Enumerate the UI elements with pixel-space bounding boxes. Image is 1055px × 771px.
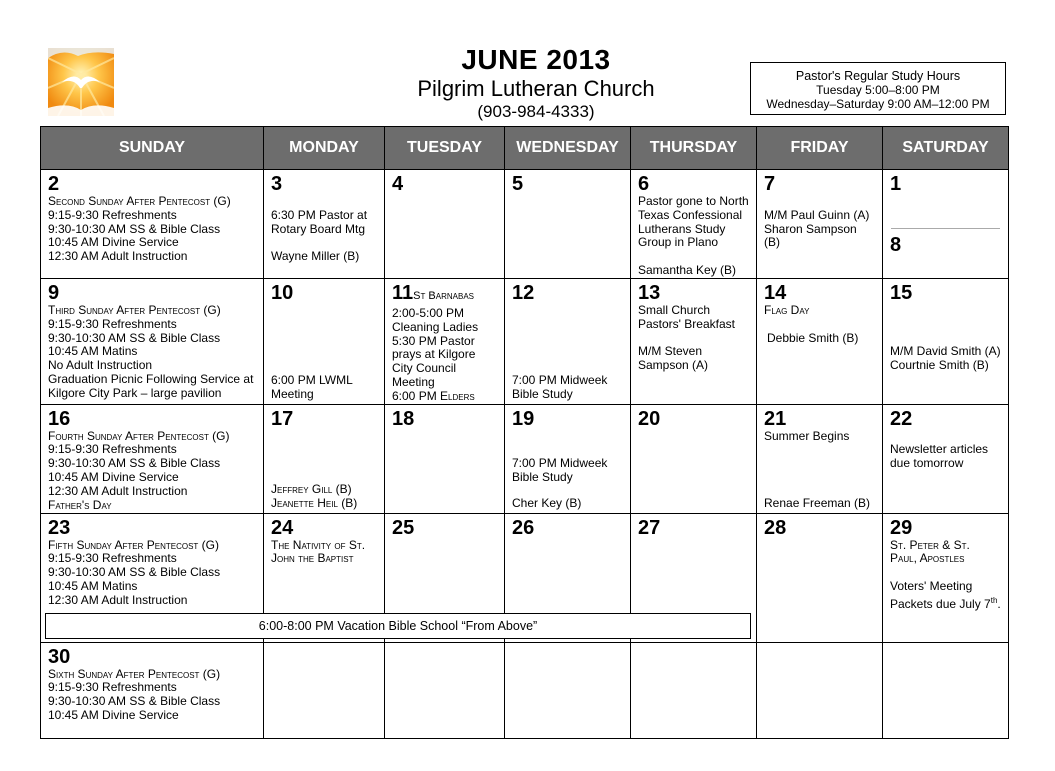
- week-row: [41, 642, 1009, 738]
- liturgical-title: Fifth Sunday After Pentecost (G): [48, 537, 219, 552]
- day-number: 25: [392, 516, 415, 539]
- liturgical-title: Sixth Sunday After Pentecost (G): [48, 666, 221, 681]
- feast-label: The Nativity of St. John the Baptist: [271, 537, 366, 566]
- day-events: M/M Paul Guinn (A) Sharon Sampson (B): [764, 207, 870, 250]
- liturgical-title: Second Sunday After Pentecost (G): [48, 194, 231, 208]
- day-number: 30: [48, 645, 71, 668]
- day-events: 6:00 PM LWML Meeting: [271, 372, 353, 401]
- day-number: 3: [271, 173, 283, 195]
- day-events: Jeffrey Gill (B): [271, 481, 352, 496]
- ordinal-suffix: th: [990, 595, 998, 605]
- day-number: 29: [890, 516, 913, 539]
- day-number-text: 11: [392, 282, 414, 304]
- day-events: Samantha Key (B): [638, 262, 737, 277]
- weekday-header: TUESDAY: [385, 127, 505, 170]
- day-cell[interactable]: [631, 170, 757, 279]
- day-events: 9:15-9:30 Refreshments 9:30-10:30 AM SS & Bible Class 10:45 AM Matins No Adult Instruction Graduation Picnic Following Service at Kilgore City Park – large pavilion: [48, 316, 254, 400]
- day-number: 23: [48, 516, 71, 539]
- feast-label: St. Peter & St. Paul, Apostles: [890, 537, 970, 566]
- day-cell[interactable]: [264, 170, 385, 279]
- calendar-grid: [40, 126, 1009, 739]
- day-cell[interactable]: [385, 642, 505, 738]
- day-events: 2:00-5:00 PM Cleaning Ladies 5:30 PM Pastor prays at Kilgore City Council Meeting: [392, 306, 479, 389]
- weekday-header-row: [41, 127, 1009, 170]
- day-cell[interactable]: [757, 404, 883, 513]
- day-number: 18: [392, 407, 415, 430]
- feast-label: St Barnabas: [413, 290, 475, 302]
- day-cell[interactable]: [757, 279, 883, 405]
- day-cell[interactable]: [757, 170, 883, 279]
- day-number: 9: [48, 282, 60, 304]
- day-number: 20: [638, 407, 661, 430]
- study-hours-line1: Tuesday 5:00–8:00 PM: [816, 83, 940, 97]
- day-number: 24: [271, 516, 294, 539]
- voters-meeting-text: Voters' Meeting Packets due July 7: [890, 578, 991, 611]
- day-events: Debbie Smith (B): [767, 330, 859, 345]
- calendar-header: [336, 44, 736, 122]
- day-cell[interactable]: [757, 513, 883, 642]
- day-events: 7:00 PM Midweek Bible Study: [512, 372, 608, 401]
- day-number: 12: [512, 282, 535, 304]
- day-cell[interactable]: [385, 279, 505, 405]
- liturgical-title: Fourth Sunday After Pentecost (G): [48, 428, 230, 443]
- day-events: Jeanette Heil (B): [271, 495, 358, 510]
- week-row: [41, 404, 1009, 513]
- study-hours-line2: Wednesday–Saturday 9:00 AM–12:00 PM: [766, 97, 990, 111]
- weekday-header: THURSDAY: [631, 127, 757, 170]
- day-cell[interactable]: [264, 404, 385, 513]
- day-cell[interactable]: [757, 642, 883, 738]
- day-number: 5: [512, 173, 524, 195]
- day-cell[interactable]: [41, 170, 264, 279]
- day-number: 8: [890, 234, 902, 256]
- day-cell[interactable]: [883, 642, 1009, 738]
- day-events: 9:15-9:30 Refreshments 9:30-10:30 AM SS & Bible Class 10:45 AM Divine Service 12:30 AM Adult Instruction: [48, 207, 221, 264]
- day-events: 6:30 PM Pastor at Rotary Board Mtg: [271, 207, 368, 236]
- observance-title: Flag Day: [764, 303, 810, 317]
- study-hours-title: Pastor's Regular Study Hours: [795, 69, 961, 83]
- day-events: [883, 580, 1008, 612]
- day-cell[interactable]: [505, 404, 631, 513]
- day-number: 16: [48, 407, 71, 430]
- day-events: 6:00 PM Elders: [392, 388, 475, 403]
- day-events: M/M David Smith (A) Courtnie Smith (B): [890, 344, 1001, 373]
- day-number: 2: [48, 173, 60, 195]
- day-cell[interactable]: [385, 170, 505, 279]
- day-number: 26: [512, 516, 535, 539]
- day-number: 14: [764, 282, 787, 304]
- day-cell[interactable]: [385, 404, 505, 513]
- day-events: 9:15-9:30 Refreshments 9:30-10:30 AM SS & Bible Class 10:45 AM Matins 12:30 AM Adult Instruction: [48, 551, 221, 607]
- day-events: Pastor gone to North Texas Confessional Lutherans Study Group in Plano: [638, 194, 749, 250]
- day-number: 1: [890, 173, 902, 195]
- study-hours-box: [750, 62, 1006, 115]
- day-number: 15: [890, 282, 913, 304]
- week-row: [41, 170, 1009, 279]
- day-cell[interactable]: [631, 404, 757, 513]
- weekday-header: FRIDAY: [757, 127, 883, 170]
- day-events: Newsletter articles due tomorrow: [890, 442, 989, 471]
- day-number: 19: [512, 407, 535, 430]
- day-number: 7: [764, 173, 776, 195]
- day-events: 7:00 PM Midweek Bible Study: [512, 456, 608, 484]
- day-number: 21: [764, 407, 787, 430]
- day-number: 10: [271, 282, 294, 304]
- day-cell[interactable]: [505, 642, 631, 738]
- weekday-header: MONDAY: [264, 127, 385, 170]
- punctuation: .: [997, 596, 1001, 611]
- weekday-header: WEDNESDAY: [505, 127, 631, 170]
- day-cell[interactable]: [505, 279, 631, 405]
- day-cell[interactable]: [883, 513, 1009, 642]
- day-events: Renae Freeman (B): [764, 495, 871, 510]
- day-number: 6: [638, 173, 650, 195]
- day-number: 28: [764, 516, 787, 539]
- day-events: 9:15-9:30 Refreshments 9:30-10:30 AM SS & Bible Class 10:45 AM Divine Service 12:30 AM Adult Instruction: [48, 442, 221, 498]
- church-logo: [48, 48, 114, 116]
- day-cell[interactable]: [631, 279, 757, 405]
- day-events: M/M Steven Sampson (A): [638, 344, 709, 373]
- church-name: Pilgrim Lutheran Church: [417, 76, 655, 101]
- day-events: Summer Begins: [764, 428, 850, 443]
- day-events: Small Church Pastors' Breakfast: [638, 303, 735, 331]
- day-number: 4: [392, 173, 404, 195]
- day-number: 27: [638, 516, 661, 539]
- day-number: 17: [271, 407, 294, 430]
- day-cell[interactable]: [41, 279, 264, 405]
- day-number: [385, 279, 504, 307]
- observance-title: Father's Day: [48, 497, 112, 512]
- day-number: 13: [638, 282, 661, 304]
- day-cell[interactable]: [41, 404, 264, 513]
- day-cell[interactable]: [883, 404, 1009, 513]
- day-number: 22: [890, 407, 913, 430]
- day-cell[interactable]: [41, 642, 264, 738]
- day-cell[interactable]: [264, 642, 385, 738]
- weekday-header: SATURDAY: [883, 127, 1009, 170]
- vacation-bible-school-banner[interactable]: 6:00-8:00 PM Vacation Bible School “From Above”: [45, 613, 751, 639]
- day-events: 9:15-9:30 Refreshments 9:30-10:30 AM SS & Bible Class 10:45 AM Divine Service: [48, 680, 221, 722]
- day-events: Wayne Miller (B): [271, 249, 360, 264]
- day-cell[interactable]: [505, 170, 631, 279]
- day-events: Cher Key (B): [512, 495, 582, 510]
- church-phone: (903-984-4333): [477, 102, 595, 121]
- divider: [891, 228, 1000, 229]
- day-cell[interactable]: [883, 170, 1009, 279]
- week-row: [41, 279, 1009, 405]
- day-cell[interactable]: [883, 279, 1009, 405]
- calendar-title: JUNE 2013: [461, 44, 611, 75]
- weekday-header: SUNDAY: [41, 127, 264, 170]
- day-cell[interactable]: [264, 279, 385, 405]
- day-cell[interactable]: [631, 642, 757, 738]
- liturgical-title: Third Sunday After Pentecost (G): [48, 303, 221, 317]
